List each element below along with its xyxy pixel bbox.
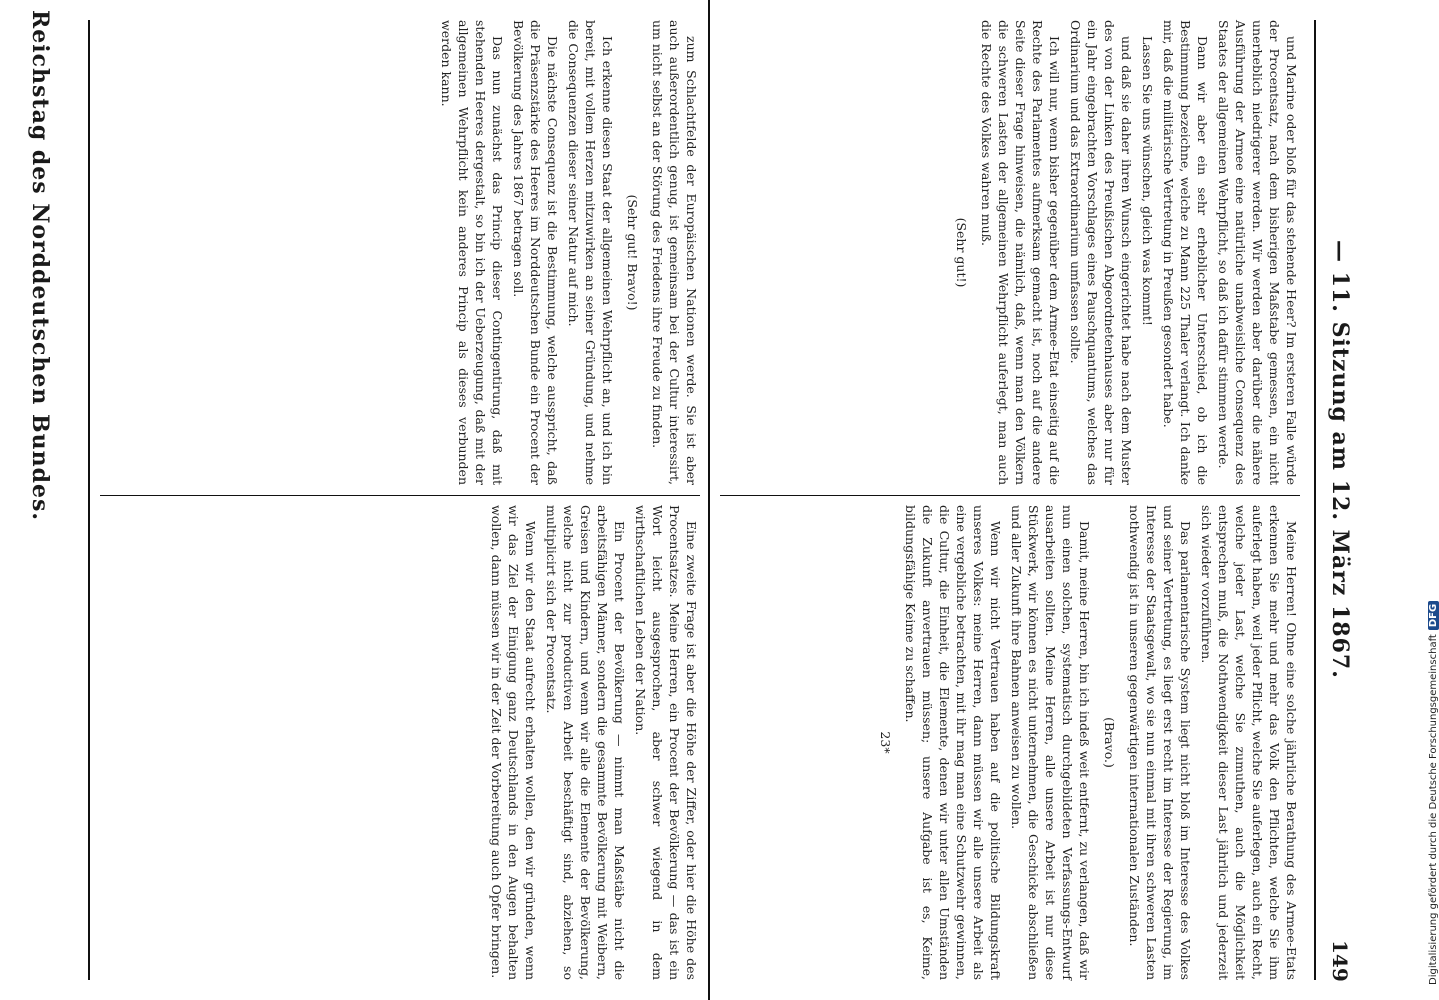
paragraph: zum Schlachtfelde der Europäischen Nationen werde. Sie ist aber auch außerordentlich genug, ist gemeinsam bei der Cultur interessirt, um nicht selbst an der Störung des Friedens ihre Freude zu finden. [650, 20, 699, 485]
paragraph: Lassen Sie uns wünschen, gleich was kommt! [1140, 36, 1155, 326]
paragraph: Wenn wir den Staat aufrecht erhalten wollen, den wir gründen, wenn wir das Ziel der Einigung ganz Deutschlands in den Augen behalten wollen, dann müssen wir in der Zeit der Vorbereitung auch Opfer bringen. [489, 505, 538, 980]
signature-mark: 23* [878, 731, 893, 754]
paragraph: Ein Procent der Bevölkerung — nimmt man Maßstäbe nicht die arbeitsfähigen Männer, sondern die gesammte Bevölkerung mit Weibern, Greisen und Kindern, und wenn wir alle die Elemente der Bevölkerung, welche nicht zur productiven Arbeit beschäftigt sind, abziehen, so multiplicirt sich der Procentsatz. [544, 505, 627, 980]
paragraph: Das nun zunächst das Princip dieser Contingentirung, daß mit stehenden Heeres dergestalt, so bin ich der Ueberzeugung, daß mit der allgemeinen Wehrpflicht kein anderes Princip als dieses verbunden werden kann. [439, 20, 505, 485]
paragraph: Ich erkenne diesen Staat der allgemeinen Wehrpflicht an, und ich bin bereit, mit vollem Herzen mitzuwirken an seiner Gründung, und nehme die Consequenzen dieser seiner Natur auf mich. [566, 20, 615, 485]
column-left-upper [100, 505, 700, 980]
paragraph: Wenn wir nicht Vertrauen haben auf die politische Bildungskraft unseres Volkes: meine Herren, dann müssen wir alle unsere Arbeit als eine vergebliche betrachten, mit ihr mag man eine Schutzwehr gewinnen, die Cultur, die Einheit, die Elemente, denen wir unter allen Umständen die Zukunft anvertrauen müssen; unsere Aufgabe ist es, Keime, bildungsfähige Keime zu schaffen. [903, 505, 1003, 980]
applause-note: (Bravo.) [1102, 717, 1117, 768]
paragraph: Dann wir aber ein sehr erheblicher Unterschied, ob ich die Bestimmung bezeichne, welche zu Mann 225 Thaler verlangt. Ich danke mir, daß die militärische Vertretung in Preußen gesondert habe. [1161, 20, 1210, 485]
paragraph: Eine zweite Frage ist aber die Höhe der Ziffer, oder hier die Höhe des Procentsatzes. Meine Herren, ein Procent der Bevölkerung — das ist ein Wort leicht ausgesprochen, aber schwer wiegend in dem wirthschaftlichen Leben der Nation. [633, 505, 699, 980]
applause-note: (Sehr gut!) [954, 217, 969, 288]
column-divider-left [100, 495, 700, 496]
column-right-upper [720, 20, 1300, 485]
column-divider-right [720, 495, 1300, 496]
paragraph: und daß sie daher ihren Wunsch eingerichtet habe nach dem Muster des von der Linken des Preußischen Abgeordnetenhauses aber nur für ein Jahr eingebrachten Vorschlages eines Pauschquantums, welches das Ordinarium und das Extraordinarium umfassen sollte. [1068, 20, 1134, 485]
page-number: 149 [1328, 940, 1352, 982]
digitization-credit [1428, 601, 1439, 985]
page-fold-divider [708, 0, 710, 1000]
credit-text: Digitalisierung gefördert durch die Deutsche Forschungsgemeinschaft [1428, 634, 1439, 985]
column-left-lower [100, 20, 700, 485]
header-left-title: Reichstag des Norddeutschen Bundes. [27, 10, 53, 522]
paragraph: Das parlamentarische System liegt nicht bloß im Interesse des Volkes und seiner Vertretung, es liegt erst recht im Interesse der Regierung, im Interesse der Staatsgewalt, wo sie nun einmal mit ihren schweren Lasten nothwendig ist in unseren gegenwärtigen internationalen Zuständen. [1127, 505, 1193, 980]
paragraph: Die nächste Consequenz ist die Bestimmung, welche ausspricht, daß die Präsenzstärke des Heeres im Norddeutschen Bunde ein Procent der Bevölkerung des Jahres 1867 betragen soll. [511, 20, 560, 485]
rotated-scanned-page [20, 0, 1400, 1000]
header-right-title: — 11. Sitzung am 12. März 1867. [1327, 240, 1353, 679]
paragraph: und Marine oder bloß für das stehende Heer? Im ersteren Falle würde der Procentsatz, nach dem bisherigen Maßstabe gemessen, ein nicht unerheblich niedrigerer werden. Wir werden aber darüber die nähere Ausführung der Armee eine natürliche unabweisliche Consequenz des Staates der allgemeinen Wehrpflicht, so daß ich dafür stimmen werde. [1216, 20, 1299, 485]
applause-note: (Sehr gut! Bravo!) [625, 194, 640, 311]
paragraph: Damit, meine Herren, bin ich indeß weit entfernt, zu verlangen, daß wir nun einen solchen, systematisch durchgebildeten Verfassungs-Entwurf ausarbeiten sollten. Meine Herren, alle unsere Arbeit ist nur diese Stückwerk, wir können es nicht unternehmen, die Geschicke abschließen und aller Zukunft ihre Bahnen anweisen zu wollen. [1009, 505, 1092, 980]
header-rule-right [1314, 20, 1316, 980]
header-rule-left [88, 20, 90, 980]
page-header [20, 0, 60, 1000]
dfg-logo-icon: DFG [1428, 601, 1439, 630]
page-header-right [1320, 0, 1360, 1000]
paragraph: Ich will nur, wenn bisher gegenüber dem Armee-Etat einseitig auf die Rechte des Parlamentes aufmerksam gemacht ist, noch auf die andere Seite dieser Frage hinweisen, die nämlich, daß, wenn man den Völkern die schweren Lasten der allgemeinen Wehrpflicht auferlegt, man auch die Rechte des Volkes wahren muß. [979, 20, 1062, 485]
column-right-lower [720, 505, 1300, 980]
paragraph: Meine Herren! Ohne eine solche jährliche Berathung des Armee-Etats erkennen Sie mehr und mehr das Volk den Pflichten, welche Sie ihm auferlegt haben, weil jeder Pflicht, welche Sie auferlegen, auch ein Recht, welche jeder Last, welche Sie zumuthen, auch die Möglichkeit entsprechen muß, die Nothwendigkeit dieser Last jährlich und jederzeit sich wieder vorzuführen. [1199, 505, 1299, 980]
